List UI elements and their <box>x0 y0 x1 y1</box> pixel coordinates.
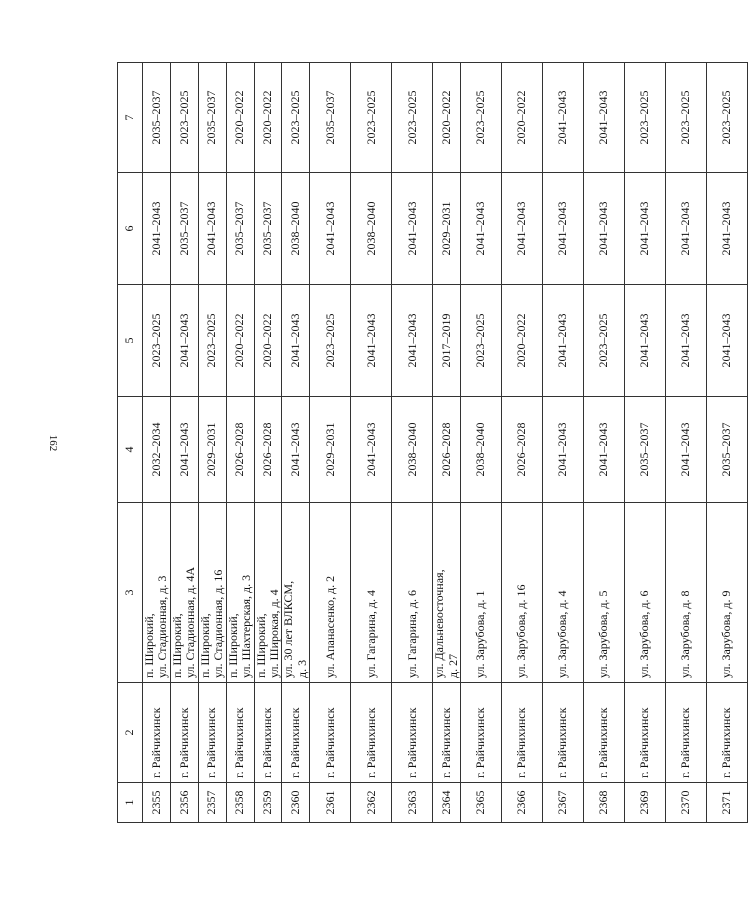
city-cell: г. Райчихинск <box>392 683 433 783</box>
row-number-cell: 2364 <box>433 783 461 823</box>
address-cell: п. Широкий, ул. Широкая, д. 4 <box>254 503 282 683</box>
period-cell: 2041–2043 <box>282 285 310 397</box>
header-cell: 6 <box>118 173 143 285</box>
row-number-cell: 2366 <box>502 783 543 823</box>
address-cell: ул. Зарубова, д. 5 <box>584 503 625 683</box>
row-number-cell: 2368 <box>584 783 625 823</box>
period-cell: 2041–2043 <box>392 173 433 285</box>
period-cell: 2020–2022 <box>226 285 254 397</box>
table-row <box>254 63 282 823</box>
city-cell: г. Райчихинск <box>433 683 461 783</box>
header-row <box>118 63 143 823</box>
city-cell: г. Райчихинск <box>282 683 310 783</box>
period-cell: 2041–2043 <box>461 173 502 285</box>
row-number-cell: 2355 <box>143 783 171 823</box>
period-cell: 2020–2022 <box>502 63 543 173</box>
period-cell: 2038–2040 <box>351 173 392 285</box>
period-cell: 2038–2040 <box>392 397 433 503</box>
period-cell: 2041–2043 <box>707 285 748 397</box>
period-cell: 2029–2031 <box>433 173 461 285</box>
city-cell: г. Райчихинск <box>143 683 171 783</box>
period-cell: 2035–2037 <box>226 173 254 285</box>
period-cell: 2020–2022 <box>433 63 461 173</box>
header-cell: 3 <box>118 503 143 683</box>
period-cell: 2041–2043 <box>584 397 625 503</box>
period-cell: 2017–2019 <box>433 285 461 397</box>
period-cell: 2041–2043 <box>143 173 171 285</box>
period-cell: 2035–2037 <box>143 63 171 173</box>
period-cell: 2035–2037 <box>198 63 226 173</box>
address-cell: ул. Зарубова, д. 4 <box>543 503 584 683</box>
period-cell: 2041–2043 <box>666 285 707 397</box>
period-cell: 2041–2043 <box>170 285 198 397</box>
period-cell: 2023–2025 <box>351 63 392 173</box>
period-cell: 2041–2043 <box>282 397 310 503</box>
period-cell: 2026–2028 <box>254 397 282 503</box>
city-cell: г. Райчихинск <box>351 683 392 783</box>
period-cell: 2041–2043 <box>584 173 625 285</box>
period-cell: 2020–2022 <box>226 63 254 173</box>
table-row <box>584 63 625 823</box>
city-cell: г. Райчихинск <box>707 683 748 783</box>
city-cell: г. Райчихинск <box>666 683 707 783</box>
period-cell: 2023–2025 <box>584 285 625 397</box>
period-cell: 2041–2043 <box>666 397 707 503</box>
table-row <box>707 63 748 823</box>
address-cell: ул. Зарубова, д. 9 <box>707 503 748 683</box>
period-cell: 2035–2037 <box>310 63 351 173</box>
period-cell: 2023–2025 <box>310 285 351 397</box>
table-row <box>625 63 666 823</box>
table-row <box>433 63 461 823</box>
period-cell: 2026–2028 <box>226 397 254 503</box>
row-number-cell: 2371 <box>707 783 748 823</box>
period-cell: 2023–2025 <box>625 63 666 173</box>
address-cell: ул. Дальневосточная, д. 27 <box>433 503 461 683</box>
table-row <box>198 63 226 823</box>
row-number-cell: 2360 <box>282 783 310 823</box>
city-cell: г. Райчихинск <box>170 683 198 783</box>
period-cell: 2041–2043 <box>625 285 666 397</box>
address-cell: ул. Гагарина, д. 4 <box>351 503 392 683</box>
address-cell: ул. Зарубова, д. 16 <box>502 503 543 683</box>
row-number-cell: 2370 <box>666 783 707 823</box>
table-row <box>226 63 254 823</box>
period-cell: 2029–2031 <box>198 397 226 503</box>
period-cell: 2026–2028 <box>502 397 543 503</box>
address-cell: ул. Зарубова, д. 8 <box>666 503 707 683</box>
row-number-cell: 2357 <box>198 783 226 823</box>
period-cell: 2035–2037 <box>254 173 282 285</box>
row-number-cell: 2369 <box>625 783 666 823</box>
period-cell: 2023–2025 <box>392 63 433 173</box>
table-header <box>118 63 143 823</box>
period-cell: 2041–2043 <box>170 397 198 503</box>
table-row <box>170 63 198 823</box>
address-cell: ул. Зарубова, д. 1 <box>461 503 502 683</box>
period-cell: 2041–2043 <box>543 285 584 397</box>
address-cell: ул. Зарубова, д. 6 <box>625 503 666 683</box>
period-cell: 2026–2028 <box>433 397 461 503</box>
header-cell: 1 <box>118 783 143 823</box>
period-cell: 2023–2025 <box>666 63 707 173</box>
period-cell: 2041–2043 <box>666 173 707 285</box>
period-cell: 2041–2043 <box>198 173 226 285</box>
period-cell: 2035–2037 <box>170 173 198 285</box>
row-number-cell: 2367 <box>543 783 584 823</box>
period-cell: 2041–2043 <box>543 397 584 503</box>
period-cell: 2023–2025 <box>461 285 502 397</box>
rotated-table-frame <box>117 63 734 823</box>
header-cell: 7 <box>118 63 143 173</box>
address-cell: ул. Гагарина, д. 6 <box>392 503 433 683</box>
table-row <box>282 63 310 823</box>
row-number-cell: 2365 <box>461 783 502 823</box>
table-row <box>310 63 351 823</box>
city-cell: г. Райчихинск <box>461 683 502 783</box>
period-cell: 2041–2043 <box>351 397 392 503</box>
city-cell: г. Райчихинск <box>198 683 226 783</box>
page-number: 162 <box>47 434 59 452</box>
address-cell: п. Широкий, ул. Стадионная, д. 3 <box>143 503 171 683</box>
row-number-cell: 2359 <box>254 783 282 823</box>
period-cell: 2038–2040 <box>282 173 310 285</box>
period-cell: 2041–2043 <box>392 285 433 397</box>
row-number-cell: 2363 <box>392 783 433 823</box>
row-number-cell: 2361 <box>310 783 351 823</box>
address-cell: п. Широкий, ул. Шахтерская, д. 3 <box>226 503 254 683</box>
period-cell: 2041–2043 <box>543 63 584 173</box>
header-cell: 2 <box>118 683 143 783</box>
city-cell: г. Райчихинск <box>543 683 584 783</box>
city-cell: г. Райчихинск <box>254 683 282 783</box>
table-row <box>502 63 543 823</box>
row-number-cell: 2356 <box>170 783 198 823</box>
city-cell: г. Райчихинск <box>310 683 351 783</box>
period-cell: 2041–2043 <box>310 173 351 285</box>
table-row <box>143 63 171 823</box>
header-cell: 5 <box>118 285 143 397</box>
period-cell: 2020–2022 <box>502 285 543 397</box>
period-cell: 2035–2037 <box>707 397 748 503</box>
address-cell: п. Широкий, ул. Стадионная, д. 4А <box>170 503 198 683</box>
period-cell: 2020–2022 <box>254 285 282 397</box>
period-cell: 2023–2025 <box>143 285 171 397</box>
city-cell: г. Райчихинск <box>584 683 625 783</box>
period-cell: 2020–2022 <box>254 63 282 173</box>
period-cell: 2029–2031 <box>310 397 351 503</box>
period-cell: 2023–2025 <box>461 63 502 173</box>
period-cell: 2023–2025 <box>282 63 310 173</box>
table-row <box>351 63 392 823</box>
row-number-cell: 2358 <box>226 783 254 823</box>
period-cell: 2041–2043 <box>707 173 748 285</box>
table-row <box>461 63 502 823</box>
data-table <box>117 62 748 823</box>
address-cell: ул. 30 лет ВЛКСМ, д. 3 <box>282 503 310 683</box>
period-cell: 2023–2025 <box>170 63 198 173</box>
period-cell: 2041–2043 <box>584 63 625 173</box>
period-cell: 2041–2043 <box>351 285 392 397</box>
table-row <box>543 63 584 823</box>
table-row <box>392 63 433 823</box>
period-cell: 2041–2043 <box>502 173 543 285</box>
period-cell: 2038–2040 <box>461 397 502 503</box>
city-cell: г. Райчихинск <box>502 683 543 783</box>
period-cell: 2032–2034 <box>143 397 171 503</box>
period-cell: 2041–2043 <box>543 173 584 285</box>
header-cell: 4 <box>118 397 143 503</box>
address-cell: п. Широкий, ул. Стадионная, д. 16 <box>198 503 226 683</box>
city-cell: г. Райчихинск <box>226 683 254 783</box>
period-cell: 2041–2043 <box>625 173 666 285</box>
table-row <box>666 63 707 823</box>
table-body <box>143 63 748 823</box>
period-cell: 2035–2037 <box>625 397 666 503</box>
row-number-cell: 2362 <box>351 783 392 823</box>
city-cell: г. Райчихинск <box>625 683 666 783</box>
period-cell: 2023–2025 <box>707 63 748 173</box>
address-cell: ул. Апанасенко, д. 2 <box>310 503 351 683</box>
period-cell: 2023–2025 <box>198 285 226 397</box>
